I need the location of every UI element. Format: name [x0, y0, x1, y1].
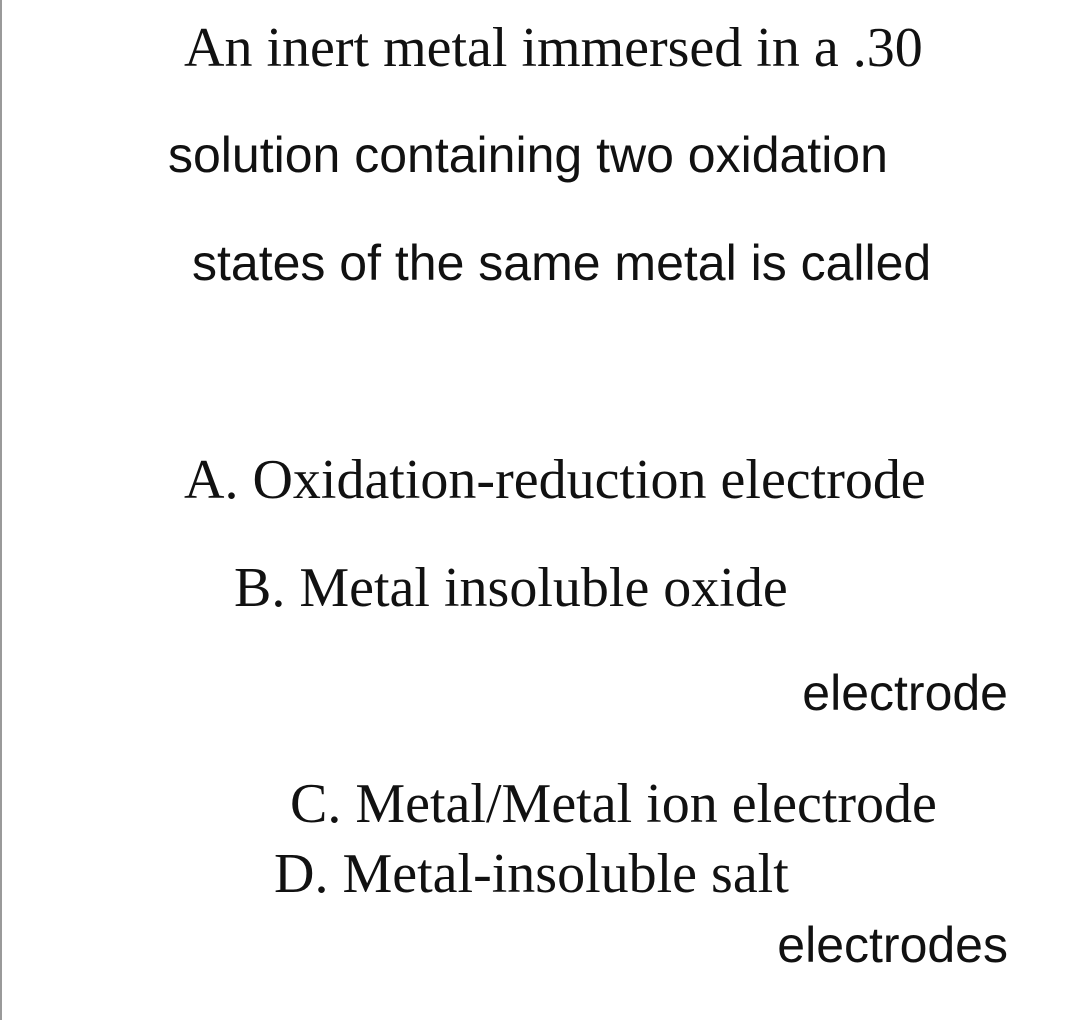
option-b: B. Metal insoluble oxide [234, 557, 788, 619]
question-line-3: states of the same metal is called [192, 235, 932, 291]
question-line-1: An inert metal immersed in a .30 [184, 17, 923, 79]
question-line-2: solution containing two oxidation [168, 127, 888, 183]
option-c: C. Metal/Metal ion electrode [290, 773, 937, 835]
option-b-continuation: electrode [802, 665, 1008, 721]
option-a: A. Oxidation-reduction electrode [184, 449, 926, 511]
option-d-continuation: electrodes [777, 917, 1008, 973]
option-d: D. Metal-insoluble salt [274, 843, 789, 905]
